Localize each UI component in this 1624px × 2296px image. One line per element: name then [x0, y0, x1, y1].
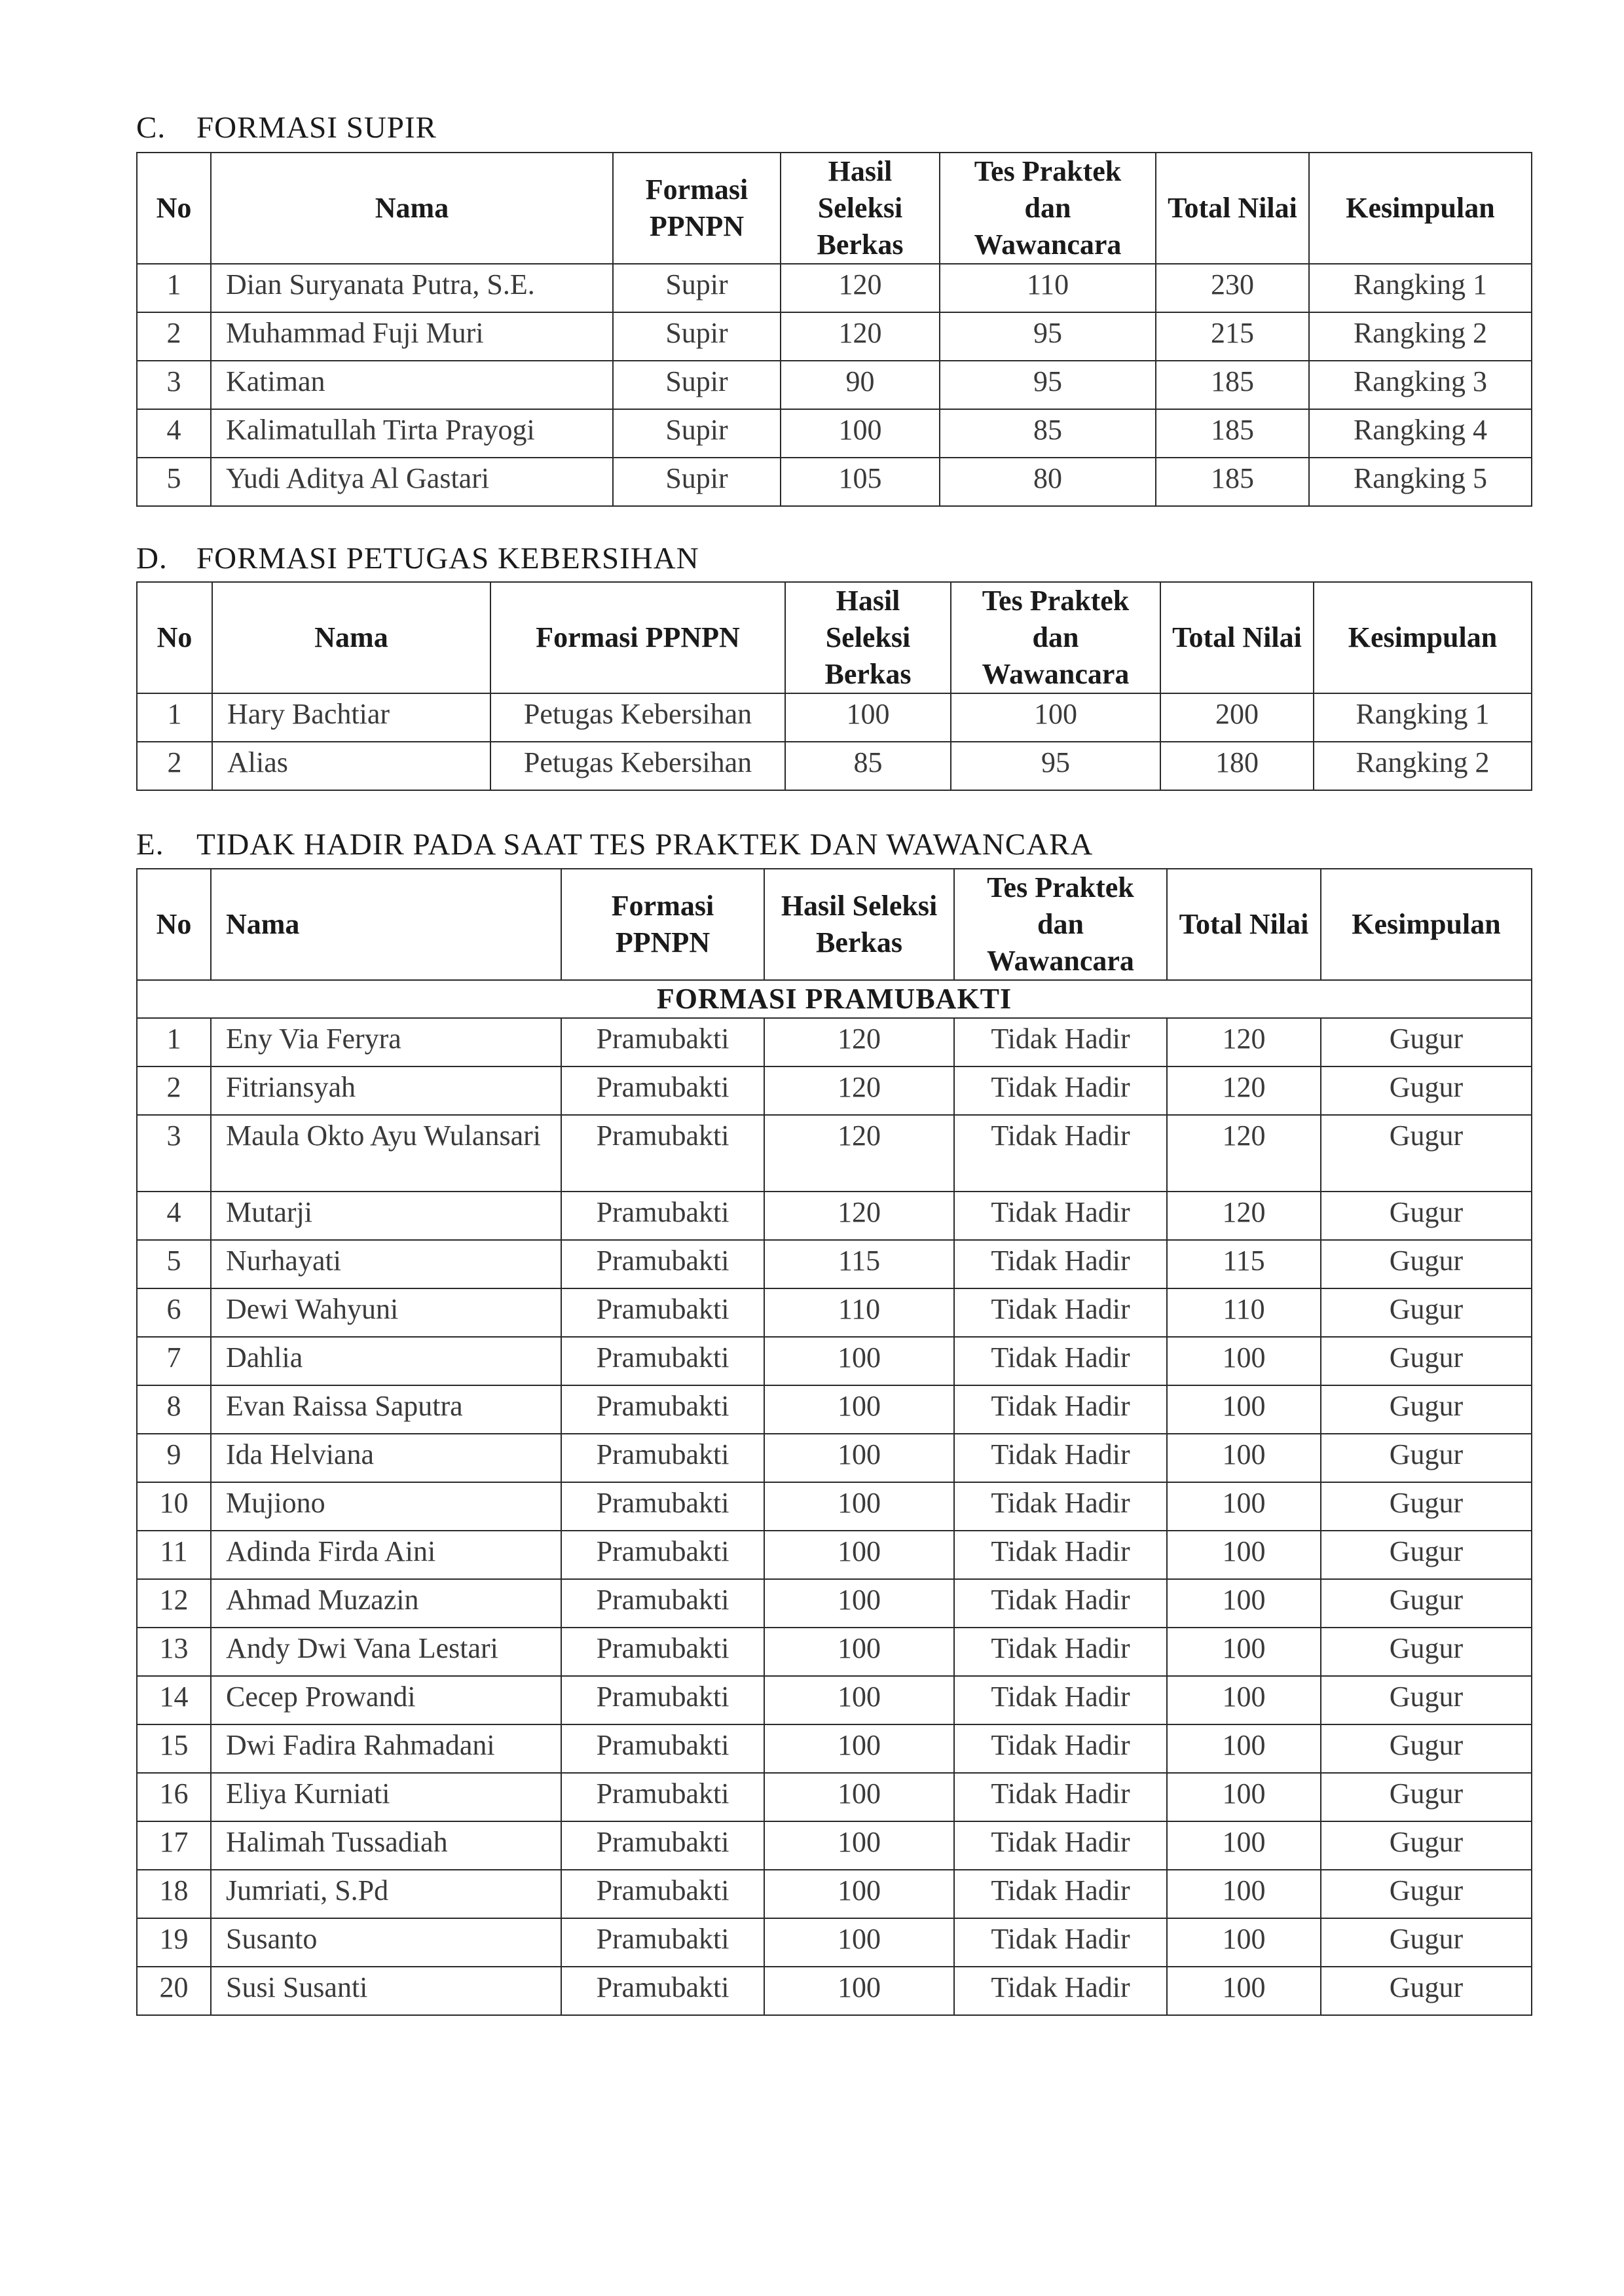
cell-no: 14	[137, 1676, 211, 1724]
cell-kesimpulan: Gugur	[1321, 1018, 1532, 1066]
cell-total: 185	[1156, 458, 1309, 506]
cell-no: 1	[137, 693, 212, 742]
cell-nama: Susanto	[211, 1918, 561, 1967]
cell-berkas: 120	[764, 1192, 954, 1240]
table-header-row	[137, 582, 1532, 693]
cell-total: 100	[1167, 1628, 1321, 1676]
table-header-row	[137, 869, 1532, 980]
cell-no: 10	[137, 1482, 211, 1531]
cell-tes: Tidak Hadir	[954, 1870, 1167, 1918]
cell-formasi: Pramubakti	[561, 1018, 764, 1066]
cell-kesimpulan: Rangking 4	[1309, 409, 1532, 458]
cell-tes: 80	[940, 458, 1156, 506]
header-tes: Tes Praktek dan Wawancara	[951, 582, 1160, 693]
table-row	[137, 1628, 1532, 1676]
cell-berkas: 100	[764, 1821, 954, 1870]
cell-kesimpulan: Rangking 2	[1314, 742, 1532, 790]
cell-total: 100	[1167, 1967, 1321, 2015]
cell-no: 6	[137, 1288, 211, 1337]
header-tes: Tes Praktek dan Wawancara	[954, 869, 1167, 980]
header-formasi: Formasi PPNPN	[490, 582, 785, 693]
cell-nama: Nurhayati	[211, 1240, 561, 1288]
table-row	[137, 1724, 1532, 1773]
cell-tes: Tidak Hadir	[954, 1676, 1167, 1724]
cell-no: 9	[137, 1434, 211, 1482]
cell-no: 11	[137, 1531, 211, 1579]
table-row	[137, 1676, 1532, 1724]
header-nama: Nama	[211, 153, 613, 264]
cell-berkas: 100	[764, 1773, 954, 1821]
header-total: Total Nilai	[1167, 869, 1321, 980]
cell-formasi: Pramubakti	[561, 1066, 764, 1115]
group-row	[137, 980, 1532, 1018]
table-row	[137, 742, 1532, 790]
table-row	[137, 1385, 1532, 1434]
table-row	[137, 1240, 1532, 1288]
cell-total: 110	[1167, 1288, 1321, 1337]
cell-berkas: 120	[764, 1018, 954, 1066]
cell-nama: Dian Suryanata Putra, S.E.	[211, 264, 613, 312]
cell-formasi: Pramubakti	[561, 1676, 764, 1724]
cell-total: 180	[1160, 742, 1314, 790]
cell-nama: Mujiono	[211, 1482, 561, 1531]
cell-nama: Yudi Aditya Al Gastari	[211, 458, 613, 506]
cell-formasi: Pramubakti	[561, 1918, 764, 1967]
cell-formasi: Supir	[613, 312, 781, 361]
cell-berkas: 120	[781, 264, 940, 312]
cell-nama: Ahmad Muzazin	[211, 1579, 561, 1628]
cell-total: 100	[1167, 1579, 1321, 1628]
cell-no: 16	[137, 1773, 211, 1821]
cell-tes: Tidak Hadir	[954, 1385, 1167, 1434]
table-formasi-petugas-kebersihan	[136, 581, 1532, 791]
cell-tes: Tidak Hadir	[954, 1115, 1167, 1192]
cell-nama: Kalimatullah Tirta Prayogi	[211, 409, 613, 458]
cell-berkas: 100	[764, 1385, 954, 1434]
table-row	[137, 1870, 1532, 1918]
table-row	[137, 458, 1532, 506]
cell-total: 100	[1167, 1724, 1321, 1773]
table-row	[137, 361, 1532, 409]
cell-formasi: Pramubakti	[561, 1115, 764, 1192]
cell-nama: Dewi Wahyuni	[211, 1288, 561, 1337]
cell-kesimpulan: Gugur	[1321, 1337, 1532, 1385]
header-total: Total Nilai	[1160, 582, 1314, 693]
cell-no: 5	[137, 1240, 211, 1288]
cell-tes: 100	[951, 693, 1160, 742]
table-row	[137, 1531, 1532, 1579]
table-row	[137, 1773, 1532, 1821]
cell-formasi: Supir	[613, 264, 781, 312]
cell-no: 15	[137, 1724, 211, 1773]
cell-berkas: 120	[764, 1115, 954, 1192]
cell-tes: 95	[940, 361, 1156, 409]
table-row	[137, 1288, 1532, 1337]
table-row	[137, 1482, 1532, 1531]
cell-formasi: Pramubakti	[561, 1192, 764, 1240]
cell-tes: Tidak Hadir	[954, 1773, 1167, 1821]
cell-formasi: Petugas Kebersihan	[490, 742, 785, 790]
table-row	[137, 1821, 1532, 1870]
table-row	[137, 1579, 1532, 1628]
cell-no: 2	[137, 742, 212, 790]
header-no: No	[137, 582, 212, 693]
cell-nama: Jumriati, S.Pd	[211, 1870, 561, 1918]
cell-berkas: 100	[764, 1579, 954, 1628]
cell-no: 19	[137, 1918, 211, 1967]
cell-tes: Tidak Hadir	[954, 1918, 1167, 1967]
cell-total: 120	[1167, 1115, 1321, 1192]
cell-kesimpulan: Gugur	[1321, 1967, 1532, 2015]
cell-formasi: Pramubakti	[561, 1434, 764, 1482]
section-e-letter: E.	[136, 828, 164, 862]
cell-no: 13	[137, 1628, 211, 1676]
cell-kesimpulan: Gugur	[1321, 1192, 1532, 1240]
cell-kesimpulan: Rangking 1	[1314, 693, 1532, 742]
group-label: FORMASI PRAMUBAKTI	[137, 980, 1532, 1018]
cell-berkas: 100	[764, 1918, 954, 1967]
cell-formasi: Pramubakti	[561, 1288, 764, 1337]
cell-kesimpulan: Gugur	[1321, 1870, 1532, 1918]
header-kesimpulan: Kesimpulan	[1321, 869, 1532, 980]
cell-kesimpulan: Gugur	[1321, 1066, 1532, 1115]
cell-no: 7	[137, 1337, 211, 1385]
header-kesimpulan: Kesimpulan	[1309, 153, 1532, 264]
cell-nama: Mutarji	[211, 1192, 561, 1240]
cell-total: 200	[1160, 693, 1314, 742]
cell-berkas: 100	[764, 1531, 954, 1579]
cell-formasi: Pramubakti	[561, 1821, 764, 1870]
cell-kesimpulan: Gugur	[1321, 1531, 1532, 1579]
cell-berkas: 100	[764, 1628, 954, 1676]
cell-berkas: 90	[781, 361, 940, 409]
cell-nama: Susi Susanti	[211, 1967, 561, 2015]
cell-kesimpulan: Gugur	[1321, 1628, 1532, 1676]
cell-nama: Fitriansyah	[211, 1066, 561, 1115]
header-total: Total Nilai	[1156, 153, 1309, 264]
cell-total: 115	[1167, 1240, 1321, 1288]
table-row	[137, 1192, 1532, 1240]
cell-berkas: 85	[785, 742, 951, 790]
cell-total: 120	[1167, 1018, 1321, 1066]
cell-total: 100	[1167, 1676, 1321, 1724]
table-formasi-supir	[136, 152, 1532, 507]
table-row	[137, 1918, 1532, 1967]
cell-tes: Tidak Hadir	[954, 1337, 1167, 1385]
cell-kesimpulan: Gugur	[1321, 1579, 1532, 1628]
cell-kesimpulan: Gugur	[1321, 1385, 1532, 1434]
cell-berkas: 110	[764, 1288, 954, 1337]
cell-formasi: Pramubakti	[561, 1337, 764, 1385]
section-c-heading: FORMASI SUPIR	[196, 111, 437, 145]
cell-tes: Tidak Hadir	[954, 1482, 1167, 1531]
cell-tes: Tidak Hadir	[954, 1192, 1167, 1240]
cell-no: 5	[137, 458, 211, 506]
cell-formasi: Supir	[613, 409, 781, 458]
cell-formasi: Pramubakti	[561, 1724, 764, 1773]
cell-no: 18	[137, 1870, 211, 1918]
cell-formasi: Pramubakti	[561, 1870, 764, 1918]
cell-tes: Tidak Hadir	[954, 1579, 1167, 1628]
cell-berkas: 100	[764, 1724, 954, 1773]
table-row	[137, 1967, 1532, 2015]
cell-kesimpulan: Gugur	[1321, 1434, 1532, 1482]
section-c-title	[136, 110, 437, 145]
cell-berkas: 100	[785, 693, 951, 742]
section-c-letter: C.	[136, 111, 166, 145]
cell-tes: 110	[940, 264, 1156, 312]
cell-berkas: 120	[764, 1066, 954, 1115]
cell-tes: Tidak Hadir	[954, 1434, 1167, 1482]
cell-berkas: 100	[764, 1870, 954, 1918]
cell-formasi: Pramubakti	[561, 1385, 764, 1434]
header-no: No	[137, 869, 211, 980]
header-nama: Nama	[212, 582, 490, 693]
table-row	[137, 1115, 1532, 1192]
cell-no: 1	[137, 264, 211, 312]
table-row	[137, 312, 1532, 361]
table-row	[137, 1337, 1532, 1385]
cell-total: 120	[1167, 1192, 1321, 1240]
table-row	[137, 264, 1532, 312]
section-d-letter: D.	[136, 541, 168, 575]
cell-total: 100	[1167, 1337, 1321, 1385]
cell-kesimpulan: Rangking 1	[1309, 264, 1532, 312]
cell-nama: Dwi Fadira Rahmadani	[211, 1724, 561, 1773]
cell-kesimpulan: Gugur	[1321, 1288, 1532, 1337]
cell-tes: Tidak Hadir	[954, 1724, 1167, 1773]
cell-kesimpulan: Gugur	[1321, 1115, 1532, 1192]
cell-tes: Tidak Hadir	[954, 1018, 1167, 1066]
cell-kesimpulan: Rangking 2	[1309, 312, 1532, 361]
cell-total: 215	[1156, 312, 1309, 361]
section-d-heading: FORMASI PETUGAS KEBERSIHAN	[196, 541, 699, 575]
cell-total: 100	[1167, 1434, 1321, 1482]
cell-total: 100	[1167, 1773, 1321, 1821]
cell-nama: Halimah Tussadiah	[211, 1821, 561, 1870]
cell-nama: Maula Okto Ayu Wulansari	[211, 1115, 561, 1192]
table-row	[137, 1066, 1532, 1115]
cell-nama: Ida Helviana	[211, 1434, 561, 1482]
cell-nama: Adinda Firda Aini	[211, 1531, 561, 1579]
cell-formasi: Pramubakti	[561, 1773, 764, 1821]
cell-total: 100	[1167, 1482, 1321, 1531]
cell-nama: Dahlia	[211, 1337, 561, 1385]
cell-no: 3	[137, 361, 211, 409]
cell-total: 185	[1156, 409, 1309, 458]
table-tidak-hadir	[136, 868, 1532, 2016]
cell-no: 17	[137, 1821, 211, 1870]
header-no: No	[137, 153, 211, 264]
cell-no: 8	[137, 1385, 211, 1434]
cell-kesimpulan: Gugur	[1321, 1676, 1532, 1724]
cell-tes: Tidak Hadir	[954, 1288, 1167, 1337]
cell-tes: Tidak Hadir	[954, 1821, 1167, 1870]
cell-no: 20	[137, 1967, 211, 2015]
cell-formasi: Pramubakti	[561, 1482, 764, 1531]
table-row	[137, 409, 1532, 458]
cell-formasi: Pramubakti	[561, 1531, 764, 1579]
cell-formasi: Pramubakti	[561, 1967, 764, 2015]
cell-kesimpulan: Rangking 5	[1309, 458, 1532, 506]
cell-kesimpulan: Gugur	[1321, 1240, 1532, 1288]
table-header-row	[137, 153, 1532, 264]
cell-nama: Alias	[212, 742, 490, 790]
cell-no: 4	[137, 409, 211, 458]
cell-nama: Cecep Prowandi	[211, 1676, 561, 1724]
cell-kesimpulan: Gugur	[1321, 1482, 1532, 1531]
cell-no: 2	[137, 1066, 211, 1115]
cell-tes: Tidak Hadir	[954, 1240, 1167, 1288]
cell-total: 100	[1167, 1385, 1321, 1434]
header-berkas: Hasil Seleksi Berkas	[781, 153, 940, 264]
cell-kesimpulan: Gugur	[1321, 1773, 1532, 1821]
cell-nama: Muhammad Fuji Muri	[211, 312, 613, 361]
header-formasi: Formasi PPNPN	[613, 153, 781, 264]
table-row	[137, 1434, 1532, 1482]
cell-total: 185	[1156, 361, 1309, 409]
cell-no: 3	[137, 1115, 211, 1192]
cell-berkas: 100	[764, 1676, 954, 1724]
cell-tes: 85	[940, 409, 1156, 458]
cell-kesimpulan: Gugur	[1321, 1821, 1532, 1870]
cell-tes: Tidak Hadir	[954, 1531, 1167, 1579]
cell-nama: Katiman	[211, 361, 613, 409]
table-row	[137, 693, 1532, 742]
cell-berkas: 100	[764, 1434, 954, 1482]
cell-formasi: Petugas Kebersihan	[490, 693, 785, 742]
header-formasi: Formasi PPNPN	[561, 869, 764, 980]
cell-tes: Tidak Hadir	[954, 1066, 1167, 1115]
cell-berkas: 115	[764, 1240, 954, 1288]
cell-total: 100	[1167, 1531, 1321, 1579]
header-berkas: Hasil Seleksi Berkas	[764, 869, 954, 980]
cell-formasi: Pramubakti	[561, 1240, 764, 1288]
cell-formasi: Supir	[613, 458, 781, 506]
section-e-title	[136, 827, 1093, 862]
cell-tes: 95	[951, 742, 1160, 790]
cell-tes: 95	[940, 312, 1156, 361]
cell-tes: Tidak Hadir	[954, 1967, 1167, 2015]
header-berkas: Hasil Seleksi Berkas	[785, 582, 951, 693]
section-e-heading: TIDAK HADIR PADA SAAT TES PRAKTEK DAN WAWANCARA	[196, 828, 1094, 862]
cell-no: 2	[137, 312, 211, 361]
cell-total: 230	[1156, 264, 1309, 312]
cell-berkas: 100	[764, 1967, 954, 2015]
cell-nama: Evan Raissa Saputra	[211, 1385, 561, 1434]
cell-kesimpulan: Rangking 3	[1309, 361, 1532, 409]
cell-nama: Eny Via Feryra	[211, 1018, 561, 1066]
header-kesimpulan: Kesimpulan	[1314, 582, 1532, 693]
cell-total: 120	[1167, 1066, 1321, 1115]
cell-formasi: Pramubakti	[561, 1579, 764, 1628]
cell-berkas: 100	[781, 409, 940, 458]
cell-berkas: 120	[781, 312, 940, 361]
cell-total: 100	[1167, 1821, 1321, 1870]
header-tes: Tes Praktek dan Wawancara	[940, 153, 1156, 264]
cell-no: 4	[137, 1192, 211, 1240]
cell-no: 1	[137, 1018, 211, 1066]
cell-formasi: Supir	[613, 361, 781, 409]
cell-total: 100	[1167, 1918, 1321, 1967]
cell-no: 12	[137, 1579, 211, 1628]
cell-total: 100	[1167, 1870, 1321, 1918]
cell-berkas: 100	[764, 1482, 954, 1531]
table-row	[137, 1018, 1532, 1066]
cell-berkas: 100	[764, 1337, 954, 1385]
cell-nama: Hary Bachtiar	[212, 693, 490, 742]
cell-kesimpulan: Gugur	[1321, 1918, 1532, 1967]
cell-berkas: 105	[781, 458, 940, 506]
section-d-title	[136, 541, 699, 576]
cell-formasi: Pramubakti	[561, 1628, 764, 1676]
cell-nama: Andy Dwi Vana Lestari	[211, 1628, 561, 1676]
header-nama: Nama	[211, 869, 561, 980]
cell-nama: Eliya Kurniati	[211, 1773, 561, 1821]
cell-kesimpulan: Gugur	[1321, 1724, 1532, 1773]
cell-tes: Tidak Hadir	[954, 1628, 1167, 1676]
